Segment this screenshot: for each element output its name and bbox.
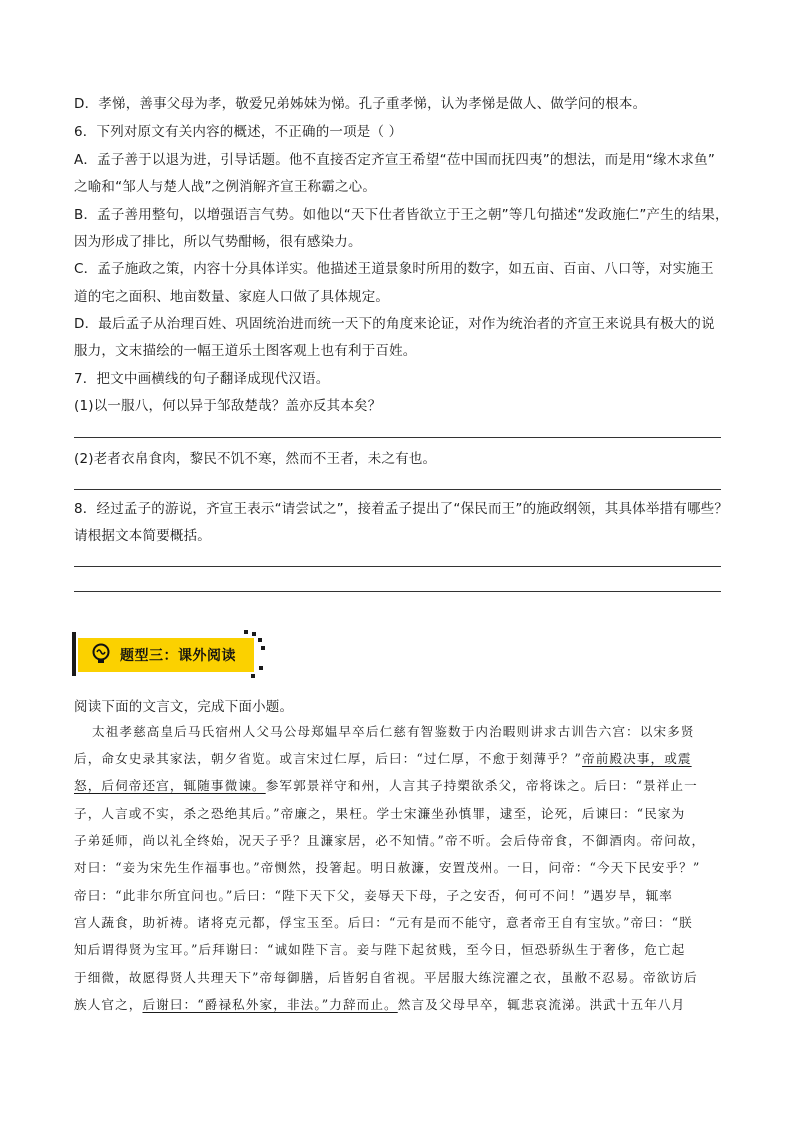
passage-line	[74, 749, 692, 769]
banner-edge	[72, 632, 76, 676]
underlined-sentence: 帝前殿决事，或震	[582, 751, 692, 766]
underlined-sentence: 怒，后伺帝还宫，辄随事微谏。	[74, 778, 266, 793]
answer-line-8-2[interactable]	[74, 591, 721, 592]
option-a-line-2: 之喻和“邹人与楚人战”之例消解齐宣王称霸之心。	[74, 179, 377, 195]
banner-decoration	[261, 646, 265, 650]
question-8-line-1: 8．经过孟子的游说，齐宣王表示“请尝试之”，接着孟子提出了“保民而王”的施政纲领，其具体举措有哪些？	[74, 501, 729, 517]
answer-line-8-1[interactable]	[74, 566, 721, 567]
passage-line: 帝曰：“此非尔所宜问也。”后曰：“陛下天下父，妾辱天下母，子之安否，何可不问！”遇岁旱，辄率	[74, 888, 673, 903]
answer-line-7-2[interactable]	[74, 489, 721, 490]
section-banner	[66, 630, 266, 678]
brain-bulb-icon	[90, 643, 112, 665]
option-b-line-2: 因为形成了排比，所以气势酣畅，很有感染力。	[74, 234, 362, 250]
passage-line: 子弟延师，尚以礼全终始，况天子乎？且濂家居，必不知情。”帝不听。会后侍帝食，不御酒肉。帝问故，	[74, 833, 706, 848]
question-6: 6．下列对原文有关内容的概述，不正确的一项是（ ）	[74, 124, 403, 140]
passage-line: 知后谓得贤为宝耳。”后拜谢曰：“诚如陛下言。妾与陛下起贫贱，至今日，恒恐骄纵生于奢侈，危亡起	[74, 942, 686, 957]
passage-text: 然言及父母早卒，辄悲哀流涕。洪武十五年八月	[397, 997, 686, 1012]
question-7-part-2: (2)老者衣帛食肉，黎民不饥不寒，然而不王者，未之有也。	[74, 451, 437, 467]
option-d-filial-piety: D．孝悌，善事父母为孝，敬爱兄弟姊妹为悌。孔子重孝悌，认为孝悌是做人、做学问的根本。	[74, 96, 647, 112]
option-d-line-1: D．最后孟子从治理百姓、巩固统治进而统一天下的角度来论证，对作为统治者的齐宣王来说具有极大的说	[74, 316, 715, 332]
answer-line-7-1[interactable]	[74, 437, 721, 438]
question-7: 7．把文中画横线的句子翻译成现代汉语。	[74, 371, 330, 387]
option-d-line-2: 服力，文末描绘的一幅王道乐土图客观上也有利于百姓。	[74, 343, 417, 359]
banner-decoration	[258, 638, 262, 642]
option-a-line-1: A．孟子善于以退为进，引导话题。他不直接否定齐宣王希望“莅中国而抚四夷”的想法，而是用“缘木求鱼”	[74, 152, 716, 168]
passage-line: 对曰：“妾为宋先生作福事也。”帝恻然，投箸起。明日赦濂，安置茂州。一日，问帝：“今天下民安乎？”	[74, 860, 701, 875]
question-7-part-1: (1)以一服八，何以异于邹敌楚哉？盖亦反其本矣？	[74, 398, 382, 414]
banner-decoration	[244, 630, 248, 634]
banner-decoration	[259, 666, 263, 670]
passage-text: 族人官之，	[74, 997, 143, 1012]
passage-line: 于细微，故愿得贤人共理天下”帝每御膳，后皆躬自省视。平居服大练浣濯之衣，虽敝不忍易。帝欲访后	[74, 970, 698, 985]
passage-line	[74, 776, 698, 796]
underlined-sentence: 后谢曰：“爵禄私外家，非法。”力辞而止。	[142, 997, 398, 1012]
option-c-line-2: 道的宅之面积、地亩数量、家庭人口做了具体规定。	[74, 289, 390, 305]
section-title: 题型三：课外阅读	[120, 648, 236, 664]
passage-text: 后，命女史录其家法，朝夕省览。或言宋过仁厚，后曰：“过仁厚，不愈于刻薄乎？”	[74, 751, 583, 766]
passage-line: 太祖孝慈高皇后马氏宿州人父马公母郑媪早卒后仁慈有智鉴数于内治暇则讲求古训告六宫：以宋多贤	[92, 724, 695, 739]
option-c-line-1: C．孟子施政之策，内容十分具体详实。他描述王道景象时所用的数字，如五亩、百亩、八口等，对实施王	[74, 261, 714, 277]
question-8-line-2: 请根据文本简要概括。	[74, 528, 211, 544]
passage-line: 子，人言或不实，杀之恐绝其后。”帝廉之，果枉。学士宋濂坐孙慎罪，逮至，论死，后谏曰：“民家为	[74, 806, 686, 821]
passage-line: 宫人蔬食，助祈祷。诸将克元都，俘宝玉至。后曰：“元有是而不能守，意者帝王自有宝欤。”帝曰：“朕	[74, 915, 693, 930]
option-b-line-1: B．孟子善用整句，以增强语言气势。如他以“天下仕者皆欲立于王之朝”等几句描述“发政施仁”产生的结果，	[74, 207, 729, 223]
passage-text: 参军郭景祥守和州，人言其子持槊欲杀父，帝将诛之。后曰：“景祥止一	[265, 778, 698, 793]
reading-instruction: 阅读下面的文言文，完成下面小题。	[74, 699, 294, 715]
banner-decoration	[251, 674, 255, 678]
passage-line	[74, 995, 685, 1015]
banner-decoration	[252, 632, 256, 636]
